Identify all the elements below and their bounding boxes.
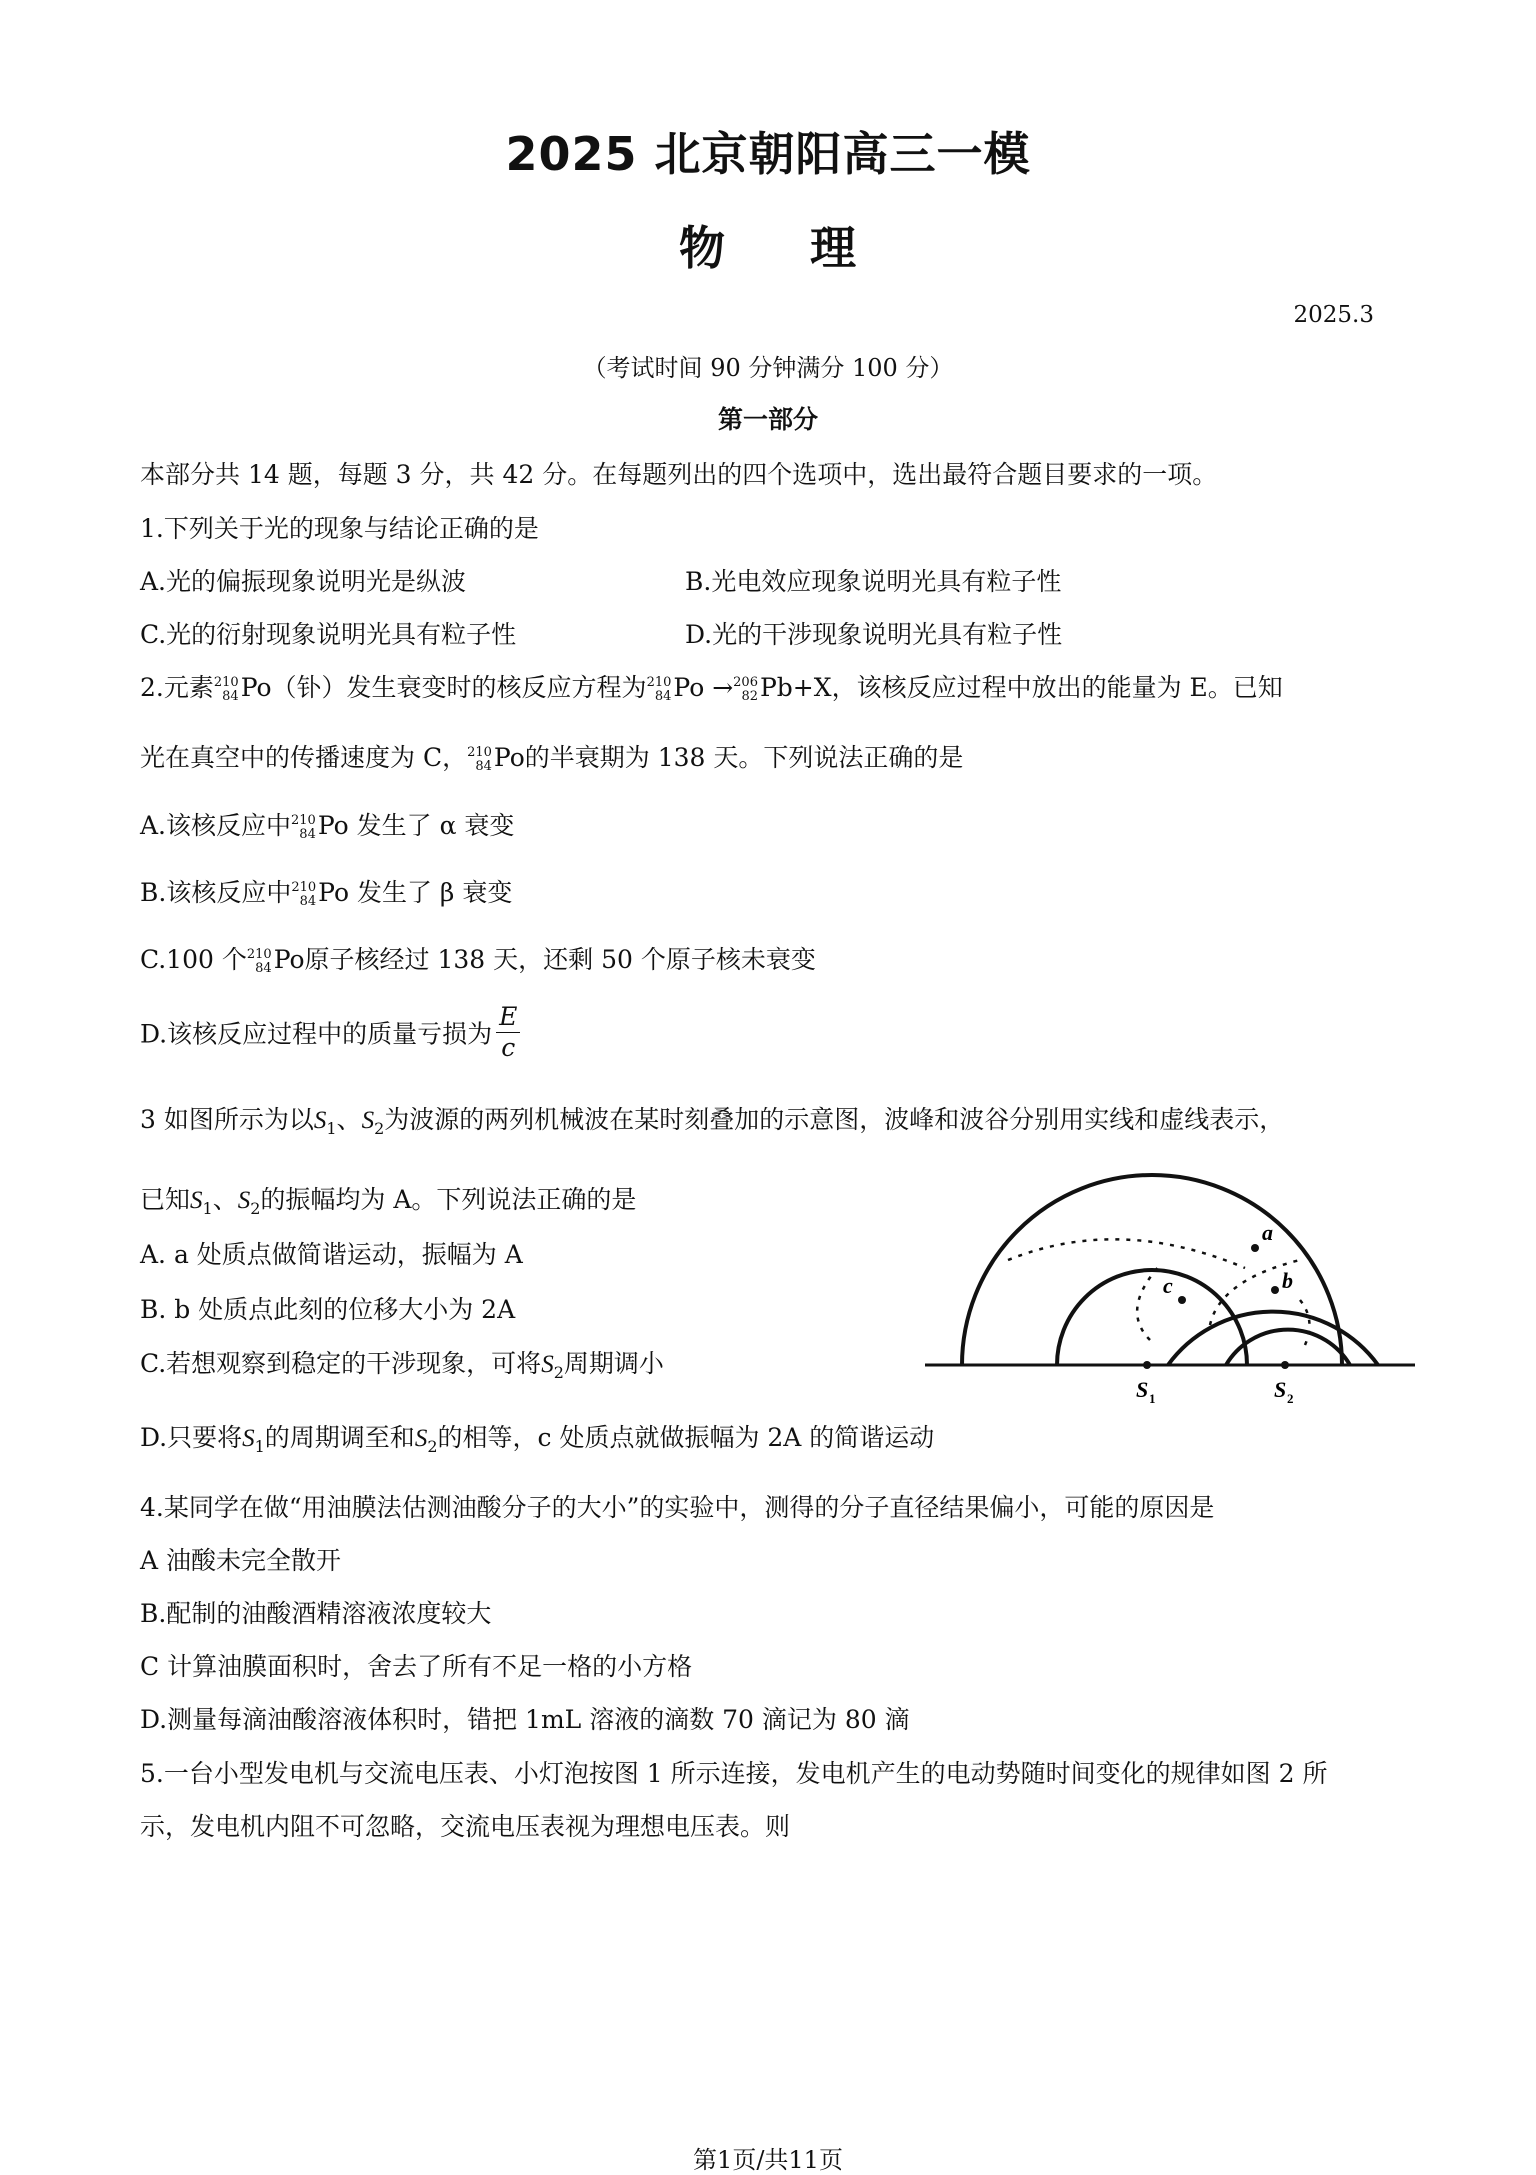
q2-option-d: D.该核反应过程中的质量亏损为 $\frac{E}{c}$ [140, 1002, 520, 1063]
s1-crest-inner [1057, 1270, 1247, 1365]
q1-option-b: B.光电效应现象说明光具有粒子性 [685, 567, 1062, 596]
point-a [1251, 1244, 1259, 1252]
q1-stem: 1.下列关于光的现象与结论正确的是 [140, 514, 539, 543]
s1-trough-outer [1008, 1239, 1245, 1268]
point-c [1178, 1296, 1186, 1304]
q2-stem-line1: 2.元素 210 84 Po（钋）发生衰变时的核反应方程为 210 84 Po → 206 82 Pb+X，该核反应过程中放出的能量为 E。已知 [140, 673, 1283, 704]
q3-option-b: B. b 处质点此刻的位移大小为 2A [140, 1295, 516, 1324]
q4-option-a: A 油酸未完全散开 [140, 1546, 342, 1575]
wave-interference-diagram [920, 1160, 1420, 1420]
label-s1-sub: 1 [1149, 1391, 1156, 1406]
q1-option-a: A.光的偏振现象说明光是纵波 [140, 567, 467, 596]
q3-stem-line1: 3 如图所示为以$S_1$、$S_2$为波源的两列机械波在某时刻叠加的示意图，波峰和波谷分别用实线和虚线表示， [140, 1105, 1285, 1138]
page-title: 2025 北京朝阳高三一模 [505, 127, 1031, 181]
instructions: 本部分共 14 题，每题 3 分，共 42 分。在每题列出的四个选项中，选出最符合题目要求的一项。 [140, 460, 1218, 489]
label-s2: S [1274, 1377, 1287, 1402]
q3-option-d: D.只要将$S_1$的周期调至和$S_2$的相等，c 处质点就做振幅为 2A 的简谐运动 [140, 1423, 935, 1456]
point-b [1271, 1286, 1279, 1294]
q4-option-c: C 计算油膜面积时，舍去了所有不足一格的小方格 [140, 1652, 693, 1681]
q2-option-a: A.该核反应中 210 84 Po 发生了 α 衰变 [140, 811, 515, 842]
label-c: c [1163, 1273, 1173, 1298]
exam-date: 2025.3 [1293, 302, 1374, 328]
q3-option-c: C.若想观察到稳定的干涉现象，可将$S_2$周期调小 [140, 1349, 664, 1382]
fraction-e-over-c: $\frac{E}{c}$ [496, 1002, 520, 1063]
q3-stem-line2: 已知$S_1$、$S_2$的振幅均为 A。下列说法正确的是 [140, 1185, 637, 1218]
subject-right: 理 [810, 221, 857, 275]
subject-heading [0, 212, 1536, 278]
label-b: b [1282, 1268, 1293, 1293]
label-s2-sub: 2 [1287, 1391, 1294, 1406]
exam-time: （考试时间 90 分钟满分 100 分） [582, 354, 954, 382]
subject-left: 物 [679, 221, 726, 275]
q4-option-d: D.测量每滴油酸溶液体积时，错把 1mL 溶液的滴数 70 滴记为 80 滴 [140, 1705, 910, 1734]
label-s1: S [1136, 1377, 1149, 1402]
q2-option-b: B.该核反应中 210 84 Po 发生了 β 衰变 [140, 878, 513, 909]
q4-stem: 4.某同学在做“用油膜法估测油酸分子的大小”的实验中，测得的分子直径结果偏小，可能的原因是 [140, 1493, 1215, 1522]
q5-stem-line2: 示，发电机内阻不可忽略，交流电压表视为理想电压表。则 [140, 1812, 791, 1841]
q4-option-b: B.配制的油酸酒精溶液浓度较大 [140, 1599, 492, 1628]
q1-option-c: C.光的衍射现象说明光具有粒子性 [140, 620, 517, 649]
page-number: 第1页/共11页 [693, 2146, 843, 2174]
source-s1-dot [1143, 1361, 1151, 1369]
q2-option-c: C.100 个 210 84 Po原子核经过 138 天，还剩 50 个原子核未衰变 [140, 945, 816, 976]
part-heading: 第一部分 [717, 405, 818, 434]
q3-option-a: A. a 处质点做简谐运动，振幅为 A [140, 1240, 523, 1269]
source-s2-dot [1281, 1361, 1289, 1369]
q1-option-d: D.光的干涉现象说明光具有粒子性 [685, 620, 1063, 649]
s2-trough-inner [1300, 1300, 1309, 1345]
q5-stem-line1: 5.一台小型发电机与交流电压表、小灯泡按图 1 所示连接，发电机产生的电动势随时间变化的规律如图 2 所 [140, 1759, 1328, 1788]
q2-stem-line2: 光在真空中的传播速度为 C， 210 84 Po的半衰期为 138 天。下列说法正确的是 [140, 743, 964, 774]
label-a: a [1262, 1220, 1273, 1245]
